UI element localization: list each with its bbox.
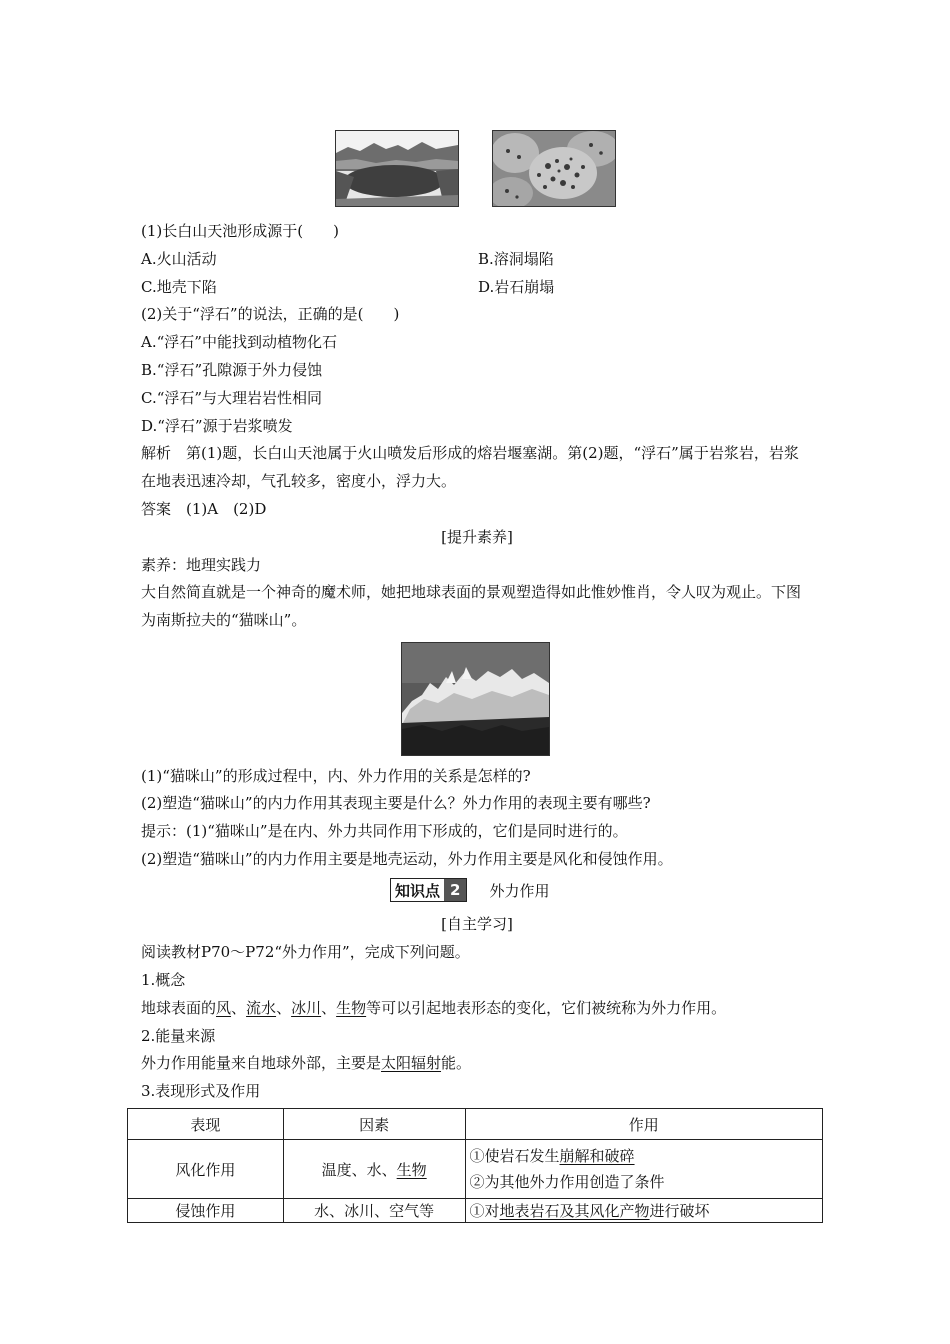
q1-stem: (1)长白山天池形成源于( ) [141,222,339,240]
table-row [128,1140,823,1199]
s1-sep-1: 、 [231,999,247,1017]
erosion-factors-cell: 水、冰川、空气等 [283,1199,465,1223]
badge-number: 2 [444,879,466,901]
external-forces-table [127,1108,823,1223]
s2-pre: 外力作用能量来自地球外部，主要是 [141,1054,382,1072]
answer-text: 答案 (1)A (2)D [141,500,267,518]
blank-glacier: 冰川 [291,999,322,1017]
q2-option-d: D.“浮石”源于岩浆喷发 [141,417,293,435]
s1-sep-3: 、 [321,999,337,1017]
blank-running-water: 流水 [246,999,277,1017]
q2-option-a: A.“浮石”中能找到动植物化石 [141,333,337,351]
promote-intro: 大自然简直就是一个神奇的魔术师，她把地球表面的景观塑造得如此惟妙惟肖，令人叹为观止。下图为南斯拉夫的“猫咪山”。 [141,583,802,629]
blank-weathering-organism: 生物 [396,1160,427,1179]
s1-pre: 地球表面的 [141,999,217,1017]
analysis-text: 解析 第(1)题，长白山天池属于火山喷发后形成的熔岩堰塞湖。第(2)题，“浮石”属于岩浆岩，岩浆在地表迅速冷却，气孔较多，密度小，浮力大。 [141,444,799,490]
cat-mountain-photo [401,642,550,756]
blank-disintegration: 崩解和破碎 [559,1147,635,1165]
weathering-cell: 风化作用 [128,1140,284,1199]
literacy-label: 素养：地理实践力 [141,556,262,574]
tianchi-lake-photo [335,130,459,207]
q1-option-c: C.地壳下陷 [141,278,217,296]
table-header-row [128,1109,823,1140]
weathering-factors-cell [283,1140,465,1199]
weathering-effect-1-pre: ①使岩石发生 [469,1147,560,1165]
header-factors: 因素 [283,1109,465,1140]
reading-instruction: 阅读教材P70～P72“外力作用”，完成下列问题。 [141,943,470,961]
knowledge-point-title: 外力作用 [489,881,550,900]
weathering-effect-2: ②为其他外力作用创造了条件 [469,1173,665,1191]
blank-surface-rocks: 地表岩石及其风化产物 [499,1201,650,1220]
blank-solar-radiation: 太阳辐射 [381,1054,442,1072]
header-effect: 作用 [465,1109,822,1140]
table-row [128,1199,823,1223]
s1-post: 等可以引起地表形态的变化，它们被统称为外力作用。 [366,999,727,1017]
promote-question-2: (2)塑造“猫咪山”的内力作用其表现主要是什么？外力作用的表现主要有哪些? [141,794,651,812]
header-manifestation: 表现 [128,1109,284,1140]
section-3-title: 3.表现形式及作用 [141,1082,261,1100]
promote-hint-1: 提示：(1)“猫咪山”是在内、外力共同作用下形成的，它们是同时进行的。 [141,822,628,840]
q2-stem: (2)关于“浮石”的说法，正确的是( ) [141,305,400,323]
blank-wind: 风 [216,999,232,1017]
weathering-effect-cell [465,1140,822,1199]
q2-option-c: C.“浮石”与大理岩岩性相同 [141,389,323,407]
q2-option-b: B.“浮石”孔隙源于外力侵蚀 [141,361,323,379]
pumice-photo [492,130,616,207]
promote-heading: [提升素养] [441,528,513,546]
knowledge-point-header [390,878,549,902]
section-2-body [141,1053,471,1073]
section-2-title: 2.能量来源 [141,1027,216,1045]
self-study-heading: [自主学习] [441,915,513,933]
promote-question-1: (1)“猫咪山”的形成过程中，内、外力作用的关系是怎样的? [141,767,531,785]
weathering-effect-1 [470,1143,821,1169]
weathering-factors-pre: 温度、水、 [321,1160,397,1179]
blank-organism: 生物 [336,999,367,1017]
s2-post: 能。 [441,1054,472,1072]
q1-option-a: A.火山活动 [141,250,217,268]
q1-option-d: D.岩石崩塌 [478,278,555,296]
erosion-effect-post: 进行破坏 [649,1201,710,1220]
knowledge-point-badge [390,878,467,902]
erosion-cell: 侵蚀作用 [128,1199,284,1223]
q1-option-b: B.溶洞塌陷 [478,250,554,268]
promote-hint-2: (2)塑造“猫咪山”的内力作用主要是地壳运动，外力作用主要是风化和侵蚀作用。 [141,850,673,868]
erosion-effect-cell [465,1199,822,1223]
section-1-title: 1.概念 [141,971,186,989]
section-1-body [141,998,726,1018]
badge-label: 知识点 [391,880,444,901]
s1-sep-2: 、 [276,999,292,1017]
erosion-effect-pre: ①对 [469,1201,500,1220]
